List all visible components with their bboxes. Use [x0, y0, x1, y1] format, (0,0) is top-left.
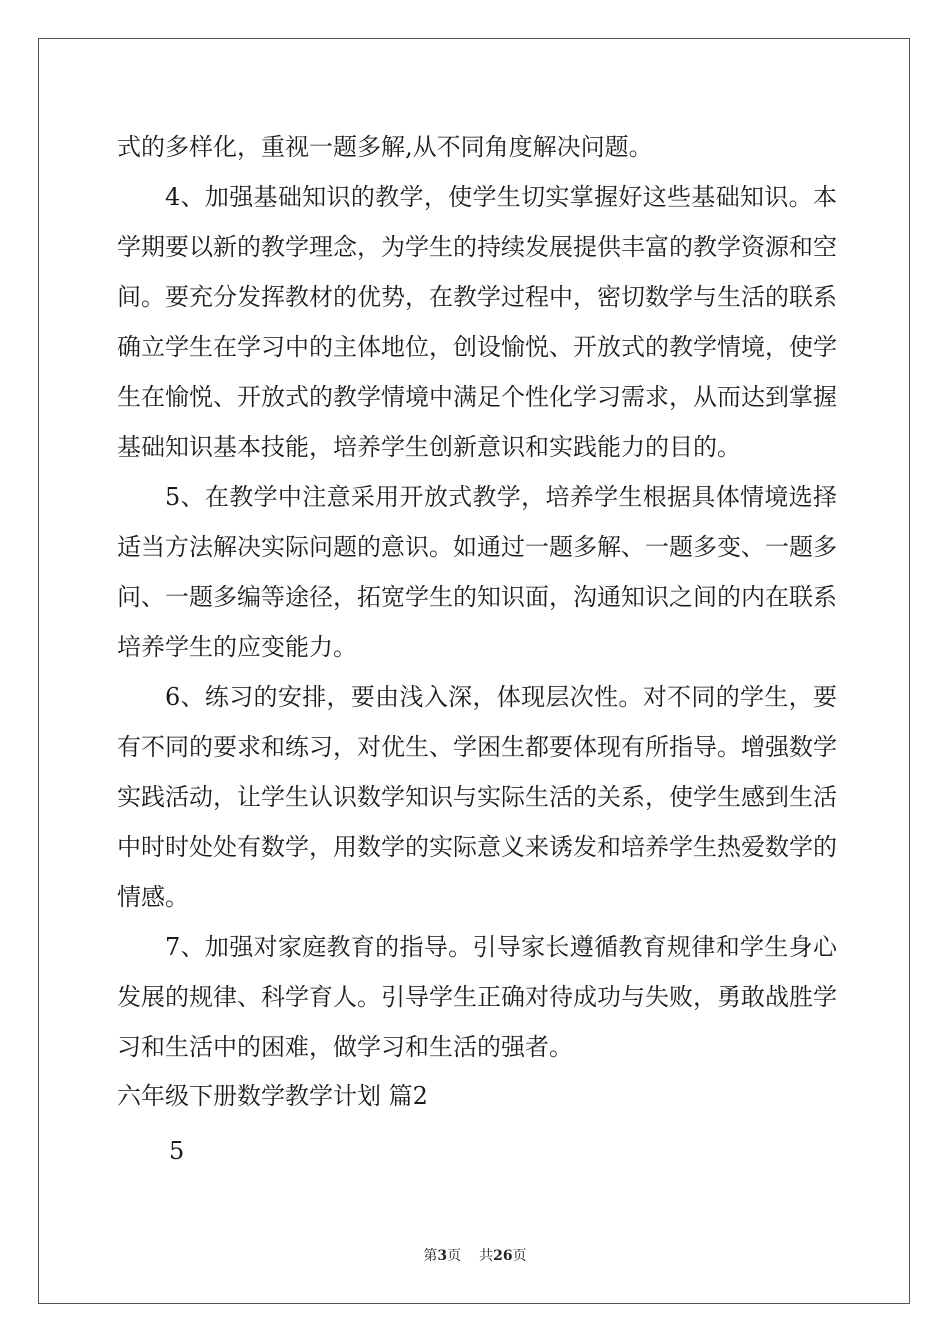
- paragraph-item-6: 6、练习的安排，要由浅入深，体现层次性。对不同的学生，要有不同的要求和练习，对优生、学困生都要体现有所指导。增强数学实践活动，让学生认识数学知识与实际生活的关系，使学生感到生活中时时处处有数学，用数学的实际意义来诱发和培养学生热爱数学的情感。: [117, 683, 837, 911]
- page-footer: [0, 1245, 950, 1265]
- footer-page-current: 3: [437, 1248, 448, 1264]
- document-body: [117, 122, 837, 1182]
- footer-page-prefix: 第: [423, 1248, 438, 1264]
- paragraph-item-5: 5、在教学中注意采用开放式教学，培养学生根据具体情境选择适当方法解决实际问题的意识。如通过一题多解、一题多变、一题多问、一题多编等途径，拓宽学生的知识面，沟通知识之间的内在联系培养学生的应变能力。: [117, 483, 837, 661]
- footer-page-suffix: 页: [447, 1248, 462, 1264]
- paragraph-item-7: 7、加强对家庭教育的指导。引导家长遵循教育规律和学生身心发展的规律、科学育人。引导学生正确对待成功与失败，勇敢战胜学习和生活中的困难，做学习和生活的强者。: [117, 933, 837, 1061]
- paragraph-item-4: 4、加强基础知识的教学，使学生切实掌握好这些基础知识。本学期要以新的教学理念，为学生的持续发展提供丰富的教学资源和空间。要充分发挥教材的优势，在教学过程中，密切数学与生活的联系确立学生在学习中的主体地位，创设愉悦、开放式的教学情境，使学生在愉悦、开放式的教学情境中满足个性化学习需求，从而达到掌握基础知识基本技能，培养学生创新意识和实践能力的目的。: [117, 183, 837, 461]
- paragraph-continuation: 式的多样化，重视一题多解,从不同角度解决问题。: [117, 133, 653, 161]
- section-heading: 六年级下册数学教学计划 篇2: [117, 1082, 428, 1110]
- footer-page-total: 26: [493, 1248, 513, 1264]
- trailing-number: 5: [169, 1137, 185, 1165]
- footer-total-suffix: 页: [512, 1248, 527, 1264]
- footer-total-prefix: 共: [479, 1248, 494, 1264]
